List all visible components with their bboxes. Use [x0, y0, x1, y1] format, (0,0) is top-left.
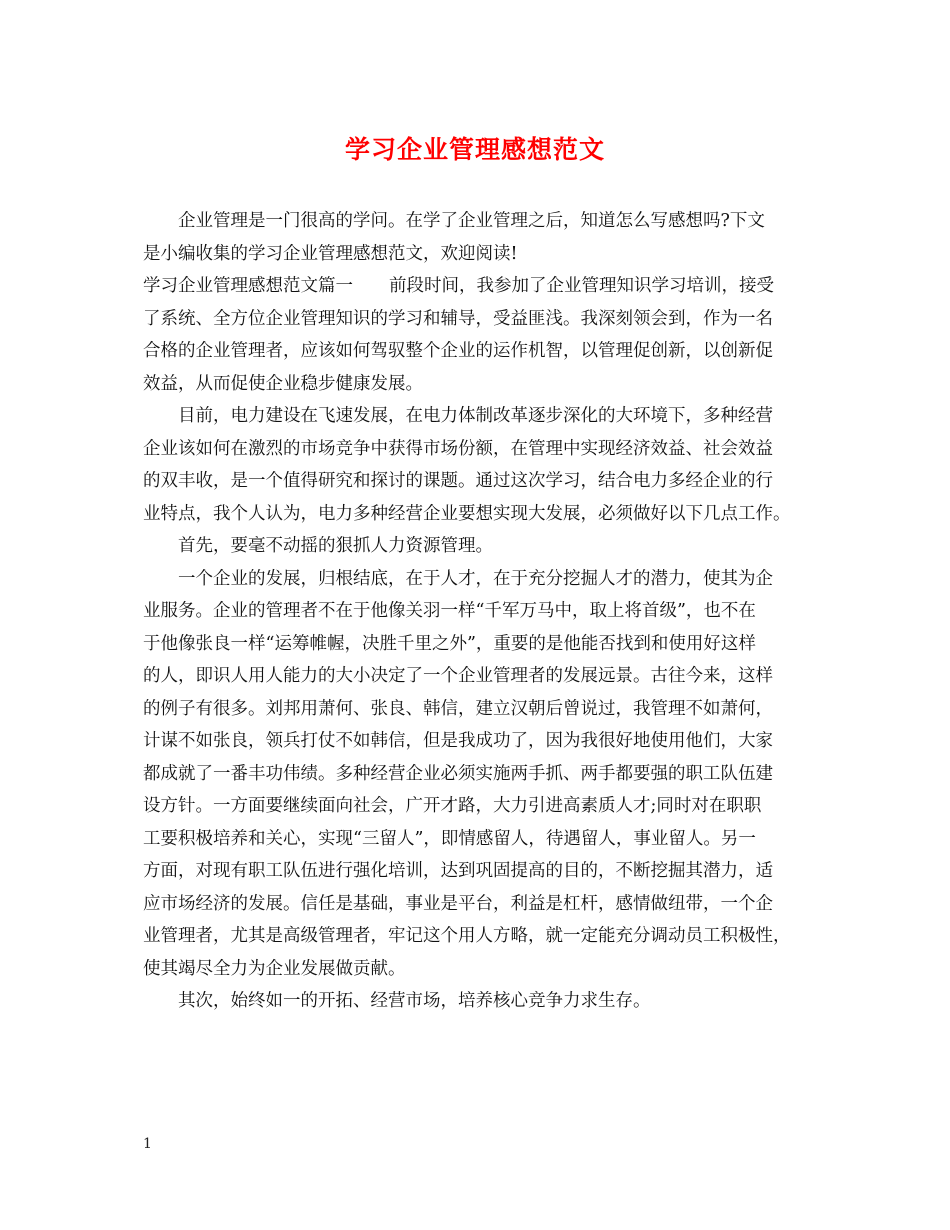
text-line: 一个企业的发展，归根结底，在于人才，在于充分挖掘人才的潜力，使其为企: [178, 568, 773, 589]
text-line: 效益，从而促使企业稳步健康发展。: [143, 373, 423, 394]
text-line: 方面，对现有职工队伍进行强化培训，达到巩固提高的目的，不断挖掘其潜力，适: [143, 861, 773, 881]
text-line: 业服务。企业的管理者不在于他像关羽一样“千军万马中，取上将首级”，也不在: [143, 601, 756, 621]
text-line: 其次，始终如一的开拓、经营市场，培养核心竞争力求生存。: [178, 991, 651, 1011]
text-line: 工要积极培养和关心，实现“三留人”，即情感留人，待遇留人，事业留人。另一: [143, 828, 756, 849]
text-line: 首先，要毫不动摇的狠抓人力资源管理。: [178, 536, 493, 556]
document-body: [143, 205, 825, 1018]
text-line: 企业该如何在激烈的市场竞争中获得市场份额，在管理中实现经济效益、社会效益: [143, 438, 773, 459]
text-line: 于他像张良一样“运筹帷幄，决胜千里之外”，重要的是他能否找到和使用好这样: [143, 633, 756, 654]
text-line: 业特点，我个人认为，电力多种经营企业要想实现大发展，必须做好以下几点工作。: [143, 503, 791, 524]
text-line: 的双丰收，是一个值得研究和探讨的课题。通过这次学习，结合电力多经企业的行: [143, 471, 773, 491]
text-line: 企业管理是一门很高的学问。在学了企业管理之后，知道怎么写感想吗?下文: [178, 211, 765, 231]
section-heading: 学习企业管理感想范文篇一: [143, 276, 353, 296]
text-line: 都成就了一番丰功伟绩。多种经营企业必须实施两手抓、两手都要强的职工队伍建: [143, 763, 773, 784]
text-line: 的例子有很多。刘邦用萧何、张良、韩信，建立汉朝后曾说过，我管理不如萧何，: [143, 698, 773, 719]
text-line: 业管理者，尤其是高级管理者，牢记这个用人方略，就一定能充分调动员工积极性，: [143, 926, 791, 946]
text-line: 的人，即识人用人能力的大小决定了一个企业管理者的发展远景。古往今来，这样: [143, 666, 773, 686]
text-line-with-heading: [143, 270, 825, 303]
text-line: 使其竭尽全力为企业发展做贡献。: [143, 958, 406, 979]
text-line: 应市场经济的发展。信任是基础，事业是平台，利益是杠杆，感情做纽带，一个企: [143, 893, 773, 914]
page-number: 1: [143, 1136, 152, 1152]
text-line: 计谋不如张良，领兵打仗不如韩信，但是我成功了，因为我很好地使用他们，大家: [143, 731, 773, 751]
text-line: 合格的企业管理者，应该如何驾驭整个企业的运作机智，以管理促创新，以创新促: [143, 341, 773, 361]
document-title: 学习企业管理感想范文: [344, 135, 605, 164]
text-line: 设方针。一方面要继续面向社会，广开才路，大力引进高素质人才;同时对在职职: [143, 796, 762, 816]
text-fragment: 前段时间，我参加了企业管理知识学习培训，接受: [389, 276, 774, 296]
text-line: 目前，电力建设在飞速发展，在电力体制改革逐步深化的大环境下，多种经营: [178, 406, 773, 426]
text-line: 是小编收集的学习企业管理感想范文，欢迎阅读!: [143, 243, 518, 264]
text-line: 了系统、全方位企业管理知识的学习和辅导，受益匪浅。我深刻领会到，作为一名: [143, 308, 773, 329]
